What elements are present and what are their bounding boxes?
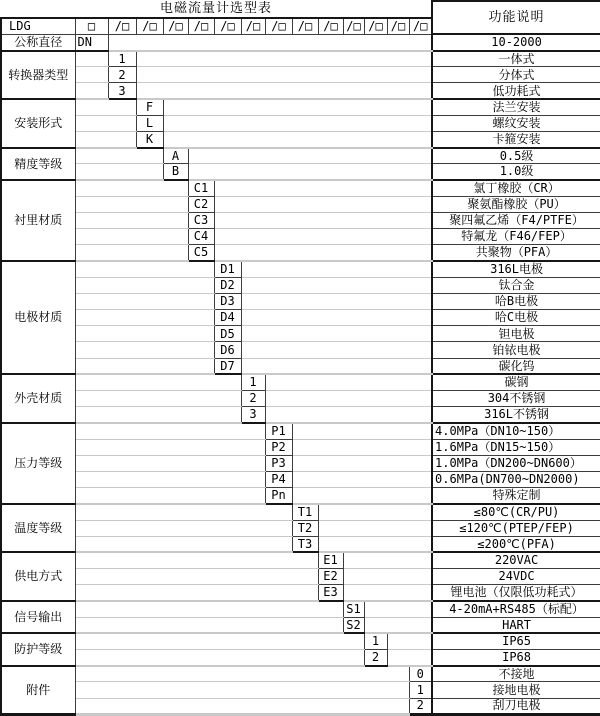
housing-material-desc-2: 304不锈钢 xyxy=(432,391,600,407)
lining-material-spacer-left xyxy=(75,180,188,196)
power-supply-spacer-left xyxy=(75,585,318,601)
accessory-code-1: 1 xyxy=(409,682,432,698)
protection-class-spacer-right xyxy=(387,650,432,666)
temperature-class-desc-T2: ≤120℃(PTEP/FEP) xyxy=(432,520,600,536)
converter-type-desc-2: 分体式 xyxy=(432,67,600,83)
signal-output-spacer-left xyxy=(75,617,343,633)
lining-material-desc-C2: 聚氨酯橡胶（PU） xyxy=(432,196,600,212)
converter-type-spacer-left xyxy=(75,51,108,67)
signal-output-code-S1: S1 xyxy=(343,601,364,617)
installation-type-code-L: L xyxy=(136,115,163,131)
electrode-material-spacer-left xyxy=(75,358,214,374)
temperature-class-spacer-right xyxy=(318,536,432,552)
power-supply-spacer-right xyxy=(343,552,432,568)
signal-output-spacer-right xyxy=(364,601,432,617)
lining-material-desc-C3: 聚四氟乙烯（F4/PTFE） xyxy=(432,212,600,228)
model-code-slot-13: /□ xyxy=(409,18,432,34)
converter-type-spacer-right xyxy=(136,51,432,67)
pressure-class-desc-P2: 1.6MPa（DN15~150） xyxy=(432,439,600,455)
installation-type-spacer-left xyxy=(75,115,136,131)
housing-material-code-3: 3 xyxy=(241,407,265,423)
electrode-material-desc-D1: 316L电极 xyxy=(432,261,600,277)
signal-output-desc-S1: 4-20mA+RS485（标配） xyxy=(432,601,600,617)
housing-material-code-1: 1 xyxy=(241,374,265,390)
signal-output-label: 信号输出 xyxy=(1,601,75,633)
power-supply-desc-E2: 24VDC xyxy=(432,569,600,585)
model-code-slot-11: /□ xyxy=(364,18,387,34)
electrode-material-spacer-right xyxy=(241,342,432,358)
installation-type-desc-L: 螺纹安装 xyxy=(432,115,600,131)
power-supply-code-E1: E1 xyxy=(318,552,343,568)
protection-class-spacer-left xyxy=(75,633,364,649)
electrode-material-spacer-left xyxy=(75,342,214,358)
signal-output-spacer-left xyxy=(75,601,343,617)
accuracy-class-desc-A: 0.5级 xyxy=(432,148,600,164)
accessory-code-0: 0 xyxy=(409,666,432,682)
lining-material-spacer-right xyxy=(214,180,432,196)
accessory-spacer-left xyxy=(75,682,409,698)
pressure-class-spacer-left xyxy=(75,488,265,504)
temperature-class-spacer-left xyxy=(75,536,292,552)
pressure-class-spacer-right xyxy=(292,423,432,439)
installation-type-label: 安装形式 xyxy=(1,99,75,148)
electrode-material-spacer-right xyxy=(241,310,432,326)
lining-material-code-C3: C3 xyxy=(188,212,214,228)
model-code-box: □ xyxy=(75,18,108,34)
housing-material-spacer-left xyxy=(75,407,241,423)
lining-material-spacer-right xyxy=(214,212,432,228)
temperature-class-desc-T3: ≤200℃(PFA) xyxy=(432,536,600,552)
converter-type-code-1: 1 xyxy=(108,51,136,67)
power-supply-desc-E1: 220VAC xyxy=(432,552,600,568)
model-code-slot-12: /□ xyxy=(387,18,409,34)
model-code-slot-3: /□ xyxy=(163,18,188,34)
lining-material-code-C5: C5 xyxy=(188,245,214,261)
lining-material-spacer-left xyxy=(75,196,188,212)
converter-type-code-2: 2 xyxy=(108,67,136,83)
accessory-desc-2: 刮刀电极 xyxy=(432,698,600,714)
nominal-diameter-code-DN: DN xyxy=(75,34,108,50)
temperature-class-code-T2: T2 xyxy=(292,520,318,536)
accessory-label: 附件 xyxy=(1,666,75,715)
electrode-material-spacer-left xyxy=(75,261,214,277)
accuracy-class-desc-B: 1.0级 xyxy=(432,164,600,180)
power-supply-spacer-right xyxy=(343,569,432,585)
converter-type-desc-1: 一体式 xyxy=(432,51,600,67)
protection-class-desc-2: IP68 xyxy=(432,650,600,666)
model-code-slot-2: /□ xyxy=(136,18,163,34)
housing-material-desc-3: 316L不锈钢 xyxy=(432,407,600,423)
electrode-material-code-D1: D1 xyxy=(214,261,241,277)
electrode-material-code-D5: D5 xyxy=(214,326,241,342)
electrode-material-desc-D5: 钽电极 xyxy=(432,326,600,342)
electrode-material-desc-D4: 哈C电极 xyxy=(432,310,600,326)
nominal-diameter-spacer-right xyxy=(108,34,432,50)
model-code-slot-1: /□ xyxy=(108,18,136,34)
converter-type-desc-3: 低功耗式 xyxy=(432,83,600,99)
signal-output-desc-S2: HART xyxy=(432,617,600,633)
electrode-material-spacer-right xyxy=(241,326,432,342)
power-supply-label: 供电方式 xyxy=(1,552,75,601)
electrode-material-desc-D2: 钛合金 xyxy=(432,277,600,293)
installation-type-spacer-right xyxy=(163,115,432,131)
housing-material-spacer-right xyxy=(265,391,432,407)
table-title: 电磁流量计选型表 xyxy=(160,1,273,17)
nominal-diameter-label: 公称直径 xyxy=(1,34,75,50)
function-column-header: 功能说明 xyxy=(432,1,600,34)
pressure-class-code-P3: P3 xyxy=(265,455,292,471)
installation-type-spacer-left xyxy=(75,99,136,115)
pressure-class-spacer-right xyxy=(292,439,432,455)
pressure-class-desc-P1: 4.0MPa（DN10~150） xyxy=(432,423,600,439)
power-supply-code-E3: E3 xyxy=(318,585,343,601)
housing-material-desc-1: 碳钢 xyxy=(432,374,600,390)
installation-type-code-F: F xyxy=(136,99,163,115)
protection-class-spacer-left xyxy=(75,650,364,666)
electrode-material-label: 电极材质 xyxy=(1,261,75,374)
pressure-class-label: 压力等级 xyxy=(1,423,75,504)
temperature-class-code-T3: T3 xyxy=(292,536,318,552)
power-supply-code-E2: E2 xyxy=(318,569,343,585)
temperature-class-spacer-right xyxy=(318,520,432,536)
accessory-code-2: 2 xyxy=(409,698,432,714)
accessory-spacer-left xyxy=(75,698,409,714)
installation-type-spacer-right xyxy=(163,99,432,115)
electrode-material-code-D4: D4 xyxy=(214,310,241,326)
pressure-class-desc-P3: 1.0MPa（DN200~DN600） xyxy=(432,455,600,471)
pressure-class-desc-Pn: 特殊定制 xyxy=(432,488,600,504)
model-code-slot-6: /□ xyxy=(241,18,265,34)
model-code-slot-5: /□ xyxy=(214,18,241,34)
pressure-class-code-P2: P2 xyxy=(265,439,292,455)
model-code-slot-4: /□ xyxy=(188,18,214,34)
accuracy-class-code-B: B xyxy=(163,164,188,180)
pressure-class-spacer-right xyxy=(292,455,432,471)
accuracy-class-spacer-left xyxy=(75,164,163,180)
electrode-material-spacer-right xyxy=(241,277,432,293)
nominal-diameter-desc-DN: 10-2000 xyxy=(432,34,600,50)
housing-material-spacer-right xyxy=(265,407,432,423)
temperature-class-spacer-right xyxy=(318,504,432,520)
electrode-material-spacer-left xyxy=(75,277,214,293)
model-code-slot-10: /□ xyxy=(343,18,364,34)
signal-output-spacer-right xyxy=(364,617,432,633)
converter-type-code-3: 3 xyxy=(108,83,136,99)
lining-material-spacer-right xyxy=(214,229,432,245)
housing-material-code-2: 2 xyxy=(241,391,265,407)
accessory-desc-0: 不接地 xyxy=(432,666,600,682)
pressure-class-spacer-right xyxy=(292,488,432,504)
electrode-material-spacer-right xyxy=(241,358,432,374)
electrode-material-desc-D6: 铂铱电极 xyxy=(432,342,600,358)
temperature-class-code-T1: T1 xyxy=(292,504,318,520)
model-code-slot-8: /□ xyxy=(292,18,318,34)
accessory-spacer-left xyxy=(75,666,409,682)
accuracy-class-spacer-right xyxy=(188,148,432,164)
converter-type-spacer-left xyxy=(75,83,108,99)
electrode-material-spacer-left xyxy=(75,326,214,342)
installation-type-desc-F: 法兰安装 xyxy=(432,99,600,115)
accuracy-class-label: 精度等级 xyxy=(1,148,75,180)
lining-material-spacer-left xyxy=(75,245,188,261)
pressure-class-desc-P4: 0.6MPa(DN700~DN2000) xyxy=(432,471,600,487)
electrode-material-spacer-right xyxy=(241,261,432,277)
protection-class-code-2: 2 xyxy=(364,650,387,666)
protection-class-spacer-right xyxy=(387,633,432,649)
installation-type-code-K: K xyxy=(136,132,163,148)
pressure-class-code-Pn: Pn xyxy=(265,488,292,504)
temperature-class-label: 温度等级 xyxy=(1,504,75,553)
installation-type-desc-K: 卡箍安装 xyxy=(432,132,600,148)
power-supply-desc-E3: 锂电池（仅限低功耗式） xyxy=(432,585,600,601)
lining-material-spacer-left xyxy=(75,212,188,228)
electrode-material-code-D7: D7 xyxy=(214,358,241,374)
signal-output-code-S2: S2 xyxy=(343,617,364,633)
power-supply-spacer-left xyxy=(75,569,318,585)
electrode-material-desc-D7: 碳化钨 xyxy=(432,358,600,374)
temperature-class-desc-T1: ≤80℃(CR/PU) xyxy=(432,504,600,520)
pressure-class-spacer-left xyxy=(75,455,265,471)
electrode-material-spacer-left xyxy=(75,310,214,326)
electrode-material-spacer-right xyxy=(241,293,432,309)
protection-class-code-1: 1 xyxy=(364,633,387,649)
lining-material-code-C1: C1 xyxy=(188,180,214,196)
lining-material-desc-C1: 氯丁橡胶（CR） xyxy=(432,180,600,196)
housing-material-spacer-left xyxy=(75,391,241,407)
lining-material-spacer-left xyxy=(75,229,188,245)
accuracy-class-spacer-left xyxy=(75,148,163,164)
converter-type-spacer-left xyxy=(75,67,108,83)
accuracy-class-spacer-right xyxy=(188,164,432,180)
lining-material-spacer-right xyxy=(214,245,432,261)
protection-class-label: 防护等级 xyxy=(1,633,75,665)
electrode-material-code-D3: D3 xyxy=(214,293,241,309)
power-supply-spacer-right xyxy=(343,585,432,601)
temperature-class-spacer-left xyxy=(75,520,292,536)
housing-material-spacer-left xyxy=(75,374,241,390)
electrode-material-desc-D3: 哈B电极 xyxy=(432,293,600,309)
model-code-slot-7: /□ xyxy=(265,18,292,34)
installation-type-spacer-right xyxy=(163,132,432,148)
lining-material-desc-C5: 共聚物（PFA） xyxy=(432,245,600,261)
pressure-class-code-P4: P4 xyxy=(265,471,292,487)
pressure-class-spacer-left xyxy=(75,439,265,455)
converter-type-spacer-right xyxy=(136,67,432,83)
electrode-material-code-D6: D6 xyxy=(214,342,241,358)
accessory-desc-1: 接地电极 xyxy=(432,682,600,698)
pressure-class-spacer-left xyxy=(75,471,265,487)
power-supply-spacer-left xyxy=(75,552,318,568)
protection-class-desc-1: IP65 xyxy=(432,633,600,649)
accuracy-class-code-A: A xyxy=(163,148,188,164)
lining-material-code-C2: C2 xyxy=(188,196,214,212)
model-code-slot-9: /□ xyxy=(318,18,343,34)
housing-material-label: 外壳材质 xyxy=(1,374,75,423)
pressure-class-spacer-right xyxy=(292,471,432,487)
installation-type-spacer-left xyxy=(75,132,136,148)
lining-material-desc-C4: 特氟龙（F46/FEP） xyxy=(432,229,600,245)
model-prefix: LDG xyxy=(1,18,75,34)
converter-type-spacer-right xyxy=(136,83,432,99)
electrode-material-code-D2: D2 xyxy=(214,277,241,293)
temperature-class-spacer-left xyxy=(75,504,292,520)
converter-type-label: 转换器类型 xyxy=(1,51,75,100)
lining-material-spacer-right xyxy=(214,196,432,212)
pressure-class-spacer-left xyxy=(75,423,265,439)
pressure-class-code-P1: P1 xyxy=(265,423,292,439)
housing-material-spacer-right xyxy=(265,374,432,390)
lining-material-code-C4: C4 xyxy=(188,229,214,245)
lining-material-label: 衬里材质 xyxy=(1,180,75,261)
electrode-material-spacer-left xyxy=(75,293,214,309)
